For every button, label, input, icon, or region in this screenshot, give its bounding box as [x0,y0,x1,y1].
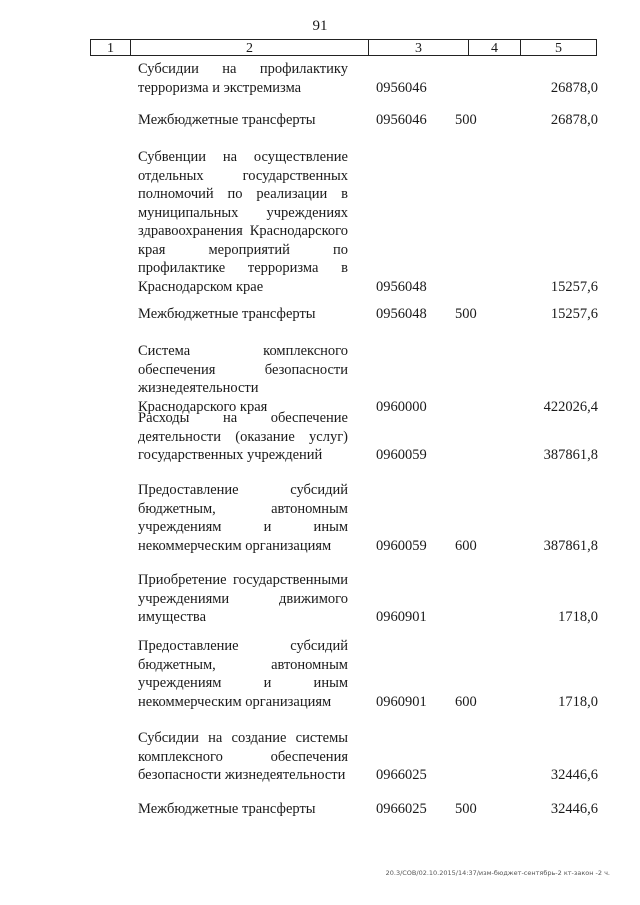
row-amount: 32446,6 [550,767,598,783]
row-code: 0960901 [376,693,427,710]
header-col-2: 2 [131,40,369,55]
row-kind: 600 [455,693,477,710]
row-amount: 32446,6 [550,801,598,817]
table-row [138,409,598,465]
row-kind: 600 [455,537,477,554]
row-amount: 1718,0 [558,693,598,710]
row-code: 0960059 [376,537,427,554]
row-code: 0960059 [376,447,427,463]
row-kind: 500 [455,306,477,322]
table-row [138,481,598,555]
row-amount: 1718,0 [558,609,598,625]
row-description: Межбюджетные трансферты [138,306,316,322]
table-row [138,637,598,711]
row-description: Приобретение государственными учреждениями движимого имущества [138,572,348,625]
table-header [90,39,597,56]
row-description: Субвенции на осуществление отдельных государственных полномочий по реализации в муниципальных учреждениях здравоохранения Краснодарского края мероприятий по профилактике терроризма в Краснодарском крае [138,149,348,295]
row-kind: 500 [455,801,477,817]
table-row [138,111,598,130]
header-col-3: 3 [369,40,469,55]
table-row [138,148,598,296]
row-code: 0956046 [376,79,427,96]
row-code: 0956048 [376,306,427,322]
row-amount: 387861,8 [543,537,598,554]
row-amount: 15257,6 [550,278,598,295]
row-amount: 387861,8 [543,447,598,463]
table-row [138,342,598,416]
row-code: 0956048 [376,278,427,295]
row-amount: 15257,6 [550,306,598,322]
table-row [138,305,598,324]
row-description: Субсидии на профилактику терроризма и экстремизма [138,61,348,96]
row-description: Расходы на обеспечение деятельности (оказание услуг) государственных учреждений [138,410,348,463]
row-code: 0960000 [376,398,427,415]
table-row [138,800,598,819]
page-number: 91 [312,18,328,34]
table-row [138,571,598,627]
row-description: Межбюджетные трансферты [138,112,316,128]
row-code: 0966025 [376,767,427,783]
row-amount: 422026,4 [543,398,598,415]
table-row [138,60,598,97]
row-description: Предоставление субсидий бюджетным, автономным учреждениям и иным некоммерческим организациям [138,638,348,710]
row-description: Межбюджетные трансферты [138,801,316,817]
row-description: Система комплексного обеспечения безопасности жизнедеятельности Краснодарского края [138,343,348,415]
header-col-1: 1 [91,40,131,55]
footer-note: 20.3/СОВ/02.10.2015/14:37/изм-бюджет-сентябрь-2 кт-закон -2 ч. [385,869,610,877]
row-amount: 26878,0 [550,79,598,96]
row-code: 0960901 [376,609,427,625]
row-amount: 26878,0 [550,112,598,128]
table-row [138,729,598,785]
header-col-5: 5 [555,41,562,56]
header-col-4: 4 [469,40,521,55]
row-kind: 500 [455,112,477,128]
row-code: 0956046 [376,112,427,128]
row-description: Предоставление субсидий бюджетным, автономным учреждениям и иным некоммерческим организациям [138,482,348,554]
row-description: Субсидии на создание системы комплексного обеспечения безопасности жизнедеятельности [138,730,348,783]
row-code: 0966025 [376,801,427,817]
